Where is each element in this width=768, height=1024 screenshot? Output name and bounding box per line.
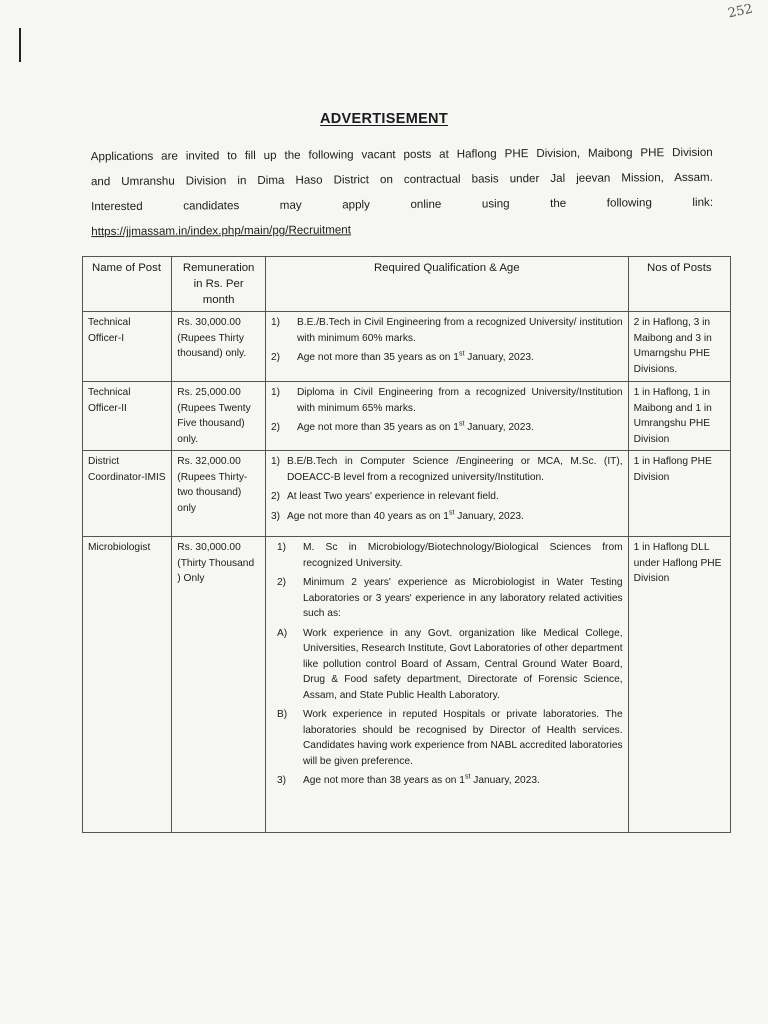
qualification-item [271, 315, 623, 346]
vacancy-table [82, 256, 731, 833]
intro-word: online [410, 197, 442, 211]
age-date: January, 2023. [470, 775, 540, 786]
post-count: 2 in Haflong, 3 in Maibong and 3 in Umarngshu PHE Divisions. [628, 312, 730, 382]
page-title [0, 111, 768, 127]
item-number: 3) [276, 775, 287, 786]
post-name: Microbiologist [83, 537, 172, 833]
qualification-item [271, 707, 623, 769]
item-number: 1) [276, 542, 287, 553]
post-qualification [265, 382, 628, 451]
item-text: Minimum 2 years' experience as Microbiologist in Water Testing Laboratories or 3 years' experience in any laboratory related activities such as: [302, 577, 623, 619]
intro-line-2: and Umranshu Division in Dima Haso District on contractual basis under Jal jeevan Mission, Assam. [90, 170, 713, 189]
intro-word: Interested [91, 199, 143, 214]
item-text [303, 773, 623, 789]
intro-word: following [606, 196, 652, 210]
ordinal-suffix: st [464, 773, 471, 781]
item-number: 1) [270, 387, 281, 398]
qualification-item [271, 489, 623, 505]
item-text [297, 350, 623, 366]
item-text: B.E./B.Tech in Civil Engineering from a recognized University/ institution with minimum 60% marks. [296, 317, 623, 344]
item-number: 2) [270, 491, 281, 502]
qualification-item [271, 350, 623, 366]
post-count: 1 in Haflong DLL under Haflong PHE Division [628, 537, 730, 833]
item-number: A) [276, 627, 288, 639]
post-remuneration: Rs. 30,000.00 (Thirty Thousand ) Only [172, 537, 266, 833]
item-text: Work experience in any Govt. organization like Medical College, Universities, Research Institute, Govt Laboratories of other department like pollution control Board of Assam, Central Ground Water Board, Drug & Food safety department, Directorate of Forensic Science, Assam, and State Public Health Laboratory. [302, 627, 623, 701]
qualification-item [271, 385, 623, 416]
table-row [83, 382, 731, 451]
qualification-item [271, 575, 623, 622]
intro-line-1: Applications are invited to fill up the following vacant posts at Haflong PHE Division, Maibong PHE Division [90, 145, 713, 164]
table-row [83, 537, 731, 833]
item-number: 2) [270, 422, 281, 433]
post-qualification [265, 537, 628, 833]
header-nos-of-posts: Nos of Posts [628, 257, 730, 312]
item-number: B) [276, 709, 288, 720]
table-row [83, 451, 731, 537]
intro-word: candidates [183, 199, 240, 213]
post-qualification [265, 312, 628, 382]
post-remuneration: Rs. 25,000.00 (Rupees Twenty Five thousand) only. [172, 382, 266, 451]
page-number: 252 [726, 1, 755, 22]
item-number: 1) [270, 456, 281, 467]
item-number: 3) [270, 510, 281, 522]
item-number: 2) [276, 577, 287, 588]
age-date: January, 2023. [454, 510, 524, 522]
intro-line-3 [91, 190, 713, 219]
intro-word: may [279, 198, 302, 212]
table-row [83, 312, 731, 382]
age-text: Age not more than 38 years as on 1 [302, 775, 465, 786]
post-remuneration: Rs. 32,000.00 (Rupees Thirty-two thousand) only [172, 451, 266, 537]
title-text: ADVERTISEMENT [320, 111, 448, 127]
age-date: January, 2023. [464, 352, 534, 363]
post-qualification [265, 451, 628, 537]
qualification-item [271, 540, 623, 571]
recruitment-link[interactable]: https://jjmassam.in/index.php/main/pg/Recruitment [91, 223, 352, 239]
intro-word: link: [692, 195, 714, 209]
qualification-item [271, 509, 623, 525]
item-text: Work experience in reputed Hospitals or private laboratories. The laboratories should be recognised by Director of Health services. Candidates having work experience from NABL accredited laboratories will be given preference. [302, 709, 623, 767]
qualification-item [271, 454, 623, 485]
item-number: 1) [270, 317, 281, 328]
item-text: At least Two years' experience in relevant field. [286, 491, 499, 502]
header-name-of-post: Name of Post [83, 257, 172, 312]
intro-word: the [550, 196, 567, 210]
intro-word: apply [342, 198, 370, 212]
post-remuneration: Rs. 30,000.00 (Rupees Thirty thousand) only. [172, 312, 266, 382]
item-text: Diploma in Civil Engineering from a recognized University/Institution with minimum 65% marks. [296, 387, 623, 414]
post-count: 1 in Haflong, 1 in Maibong and 1 in Umrangshu PHE Division [628, 382, 730, 451]
ordinal-suffix: st [458, 350, 465, 358]
age-text: Age not more than 35 years as on 1 [296, 352, 459, 363]
item-text: M. Sc in Microbiology/Biotechnology/Biological Sciences from recognized University. [302, 542, 623, 569]
intro-word: using [481, 197, 510, 211]
item-number: 2) [270, 352, 281, 363]
header-remuneration: Remuneration in Rs. Per month [172, 257, 266, 312]
qualification-item [271, 626, 623, 704]
age-date: January, 2023. [464, 422, 534, 433]
item-text [297, 420, 623, 436]
ordinal-suffix: st [458, 420, 465, 428]
post-name: District Coordinator-IMIS [83, 451, 172, 537]
post-name: Technical Officer-I [83, 312, 172, 382]
qualification-item [271, 773, 623, 789]
qualification-item [271, 420, 623, 436]
margin-mark [19, 28, 21, 62]
intro-paragraph [91, 140, 714, 244]
post-count: 1 in Haflong PHE Division [628, 451, 730, 537]
table-header-row [83, 257, 731, 312]
age-text: Age not more than 40 years as on 1 [286, 510, 449, 522]
item-text [287, 509, 623, 525]
post-name: Technical Officer-II [83, 382, 172, 451]
age-text: Age not more than 35 years as on 1 [296, 422, 459, 433]
ordinal-suffix: st [448, 509, 455, 517]
header-qualification: Required Qualification & Age [265, 257, 628, 312]
item-text: B.E/B.Tech in Computer Science /Engineering or MCA, M.Sc. (IT), DOEACC-B level from a recognized university/Institution. [286, 456, 623, 483]
